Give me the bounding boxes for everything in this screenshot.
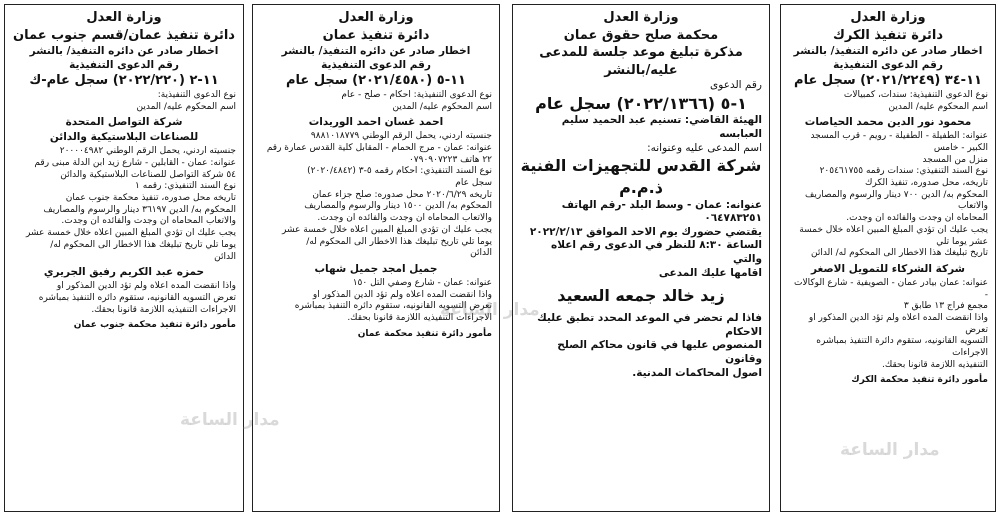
body-line: جنسيته اردني، يحمل الرقم الوطني ٢٠٠٠٠٤٩٨٢ [59,146,236,157]
closing-line: الاجراءات التنفيذيه اللازمة قانونا بحقك. [347,312,492,323]
signature: مأمور دائرة تنفيذ محكمة جنوب عمان [73,320,236,331]
department-title: دائرة تنفيذ عمان/قسم جنوب عمان [13,27,235,43]
watermark-text: مدار الساعة [440,300,540,320]
defendant-phone: ٠٦٤٧٨٣٢٥١ [704,212,762,225]
defendant-company: شركة القدس للتجهيزات الفنية ذ.م.م [520,156,762,197]
debtor-name: احمد غسان احمد الوريدات [308,116,444,129]
body-line: تاريخه ٢٠٢٠/٦/٢٩ محل صدوره: صلح جزاء عمان [312,189,492,200]
body-line: المحكوم به/ الدين ١٥٠٠ دينار والرسوم والمصاريف [304,201,492,212]
body-line: والاتعاب المحاماه ان وجدت والفائده ان وجدت. [317,213,492,224]
debtor-label: اسم المحكوم عليه/ المدين [888,101,988,112]
notice-column-karak [780,4,996,512]
watermark-text: مدار الساعة [840,440,940,460]
closing-line: واذا انقضت المده اعلاه ولم تؤد الدين المذكور او [56,281,236,292]
department-title: دائرة تنفيذ عمان [322,27,430,43]
notice-title: اخطار صادر عن دائره التنفيذ/ بالنشر [793,45,983,58]
judge-panel: الهيئة القاضي: تسنيم عبد الحميد سليم العبابسه [561,114,762,141]
creditor-name: جميل امجد جميل شهاب [314,262,438,275]
case-label: رقم الدعوى التنفيذية [833,59,943,72]
notice-column-magistrate-court [512,4,770,512]
memo-title-cont: عليه/بالنشر [604,62,678,78]
signature: مأمور دائرة تنفيذ محكمة عمان [357,328,492,339]
notice-column-amman [252,4,500,512]
case-number: ١-٥ (٢٠٢٢/١٣٦٦) سجل عام [535,93,747,113]
notice-title: اخطار صادر عن دائره التنفيذ/ بالنشر [281,45,471,58]
defendant-address: عنوانه: عمان - وسط البلد -رقم الهاتف [561,198,762,211]
body-line: المحاماه ان وجدت والفائده ان وجدت. [846,213,988,224]
case-type: نوع الدعوى التنفيذية: احكام - صلح - عام [341,89,492,100]
appearance-line: اقامها عليك المدعى [658,266,762,279]
debtor-label: اسم المحكوم عليه/ المدين [392,101,492,112]
defendant-label: اسم المدعى عليه وعنوانه: [647,141,762,154]
body-line: يوما تلي تاريخ تبليغك هذا الاخطار الى المحكوم له/ [306,236,492,247]
body-line: المحكوم به/ الدين ٧٠٠ دينار والرسوم والمصاريف والاتعاب [805,189,988,212]
body-line: عنوانه: عمان - القابلين - شارع زيد ابن الدلة مبنى رقم [34,158,236,169]
appearance-line: يقتضي حضورك يوم الاحد الموافق ٢٠٢٢/٢/١٣ [529,225,762,238]
notice-column-south-amman [4,4,244,512]
memo-title: مذكرة تبليغ موعد جلسة للمدعى [539,45,743,61]
closing-line: واذا انقضت المده اعلاه ولم تؤد الدين المذكور او تعرض [808,312,988,335]
creditor-address: عنوانه: عمان بيادر عمان - الصويفية - شارع الوكالات - [794,277,988,300]
closing-line: واذا انقضت المده اعلاه ولم تؤد الدين المذكور او [312,289,492,300]
case-number: ١١-٢ (٢٠٢٢/٢٢٠) سجل عام-ك [29,73,219,89]
debtor-name: شركة التواصل المتحدة [65,116,183,129]
body-line: ٥٤ شركة التواصل للصناعات البلاستيكية والدائن [60,169,236,180]
debtor-name-cont: للصناعات البلاستيكية والدائن [49,131,199,144]
closing-line: اصول المحاكمات المدنية. [632,366,762,379]
body-line: نوع السند التنفيذي: سندات رقمه ٢٠٥٤٦١٧٥٥ [819,166,988,177]
case-number: ١١-٣٤ (٢٠٢١/٢٢٤٩) سجل عام [794,73,982,89]
body-line: المحكوم به/ الدين ٣٦١٩٧ دينار والرسوم والمصاريف [43,204,236,215]
body-line: يجب عليك ان تؤدي المبلغ المبين اعلاه خلال خمسة عشر [26,228,236,239]
appearance-line: الساعة ٨:٣٠ للنظر في الدعوى رقم اعلاه والتي [551,239,762,266]
body-line: والاتعاب المحاماه ان وجدت والفائده ان وجدت. [61,216,236,227]
court-title: محكمة صلح حقوق عمان [563,27,719,43]
creditor-address: عنوانه: عمان - شارع وصفي التل ١٥٠ [352,277,492,288]
body-line: الدائن [214,251,236,262]
closing-line: الاجراءات التنفيذيه اللازمة قانونا بحقك. [91,304,236,315]
case-label: رقم الدعوى [710,79,762,92]
closing-line: المنصوص عليها في قانون محاكم الصلح وقانون [557,339,762,365]
ministry-title: وزارة العدل [86,10,162,25]
body-line: سجل عام [455,178,492,189]
watermark-text: مدار الساعة [180,410,280,430]
body-line: عنوانه: عمان - مرج الحمام - المقابل كلية القدس عمارة رقم [266,143,492,154]
body-line: عنوانه: الطفيلة - الطفيلة - رويم - قرب المسجد الكبير - خامس [810,131,988,154]
body-line: تاريخه، محل صدوره، تنفيذ الكرك [864,178,988,189]
creditor-address: مجمع فراج ١٣ طابق ٣ [903,301,988,312]
body-line: نوع السند التنفيذي: احكام رقمه ٥-٣ (٢٠٢٠/٤٨٤٢) [307,166,492,177]
ministry-title: وزارة العدل [603,10,679,25]
debtor-name: محمود نور الدين محمد الحياصات [804,116,972,129]
closing-line: تعرض التسويه القانونيه، ستقوم دائره التنفيذ بمباشره [38,292,236,303]
body-line: منزل من المسجد [922,154,988,165]
closing-line: تعرض التسويه القانونيه، ستقوم دائره التنفيذ بمباشره [294,301,492,312]
ministry-title: وزارة العدل [338,10,414,25]
ministry-title: وزارة العدل [850,10,926,25]
debtor-label: اسم المحكوم عليه/ المدين [136,101,236,112]
closing-line: التنفيذيه اللازمة قانونا بحقك. [882,359,988,370]
body-line: ٢٢ هاتف ٠٧٩٠٩٠٧٢٢٣ [408,154,492,165]
notice-title: اخطار صادر عن دائره التنفيذ/ بالنشر [29,45,219,58]
body-line: يجب عليك ان تؤدي المبلغ المبين اعلاه خلال خمسة عشر [282,224,492,235]
body-line: الدائن [470,248,492,259]
closing-line: فاذا لم تحضر في الموعد المحدد تطبق عليك الاحكام [537,311,762,338]
body-line: يجب عليك ان تؤدي المبلغ المبين اعلاه خلال خمسة عشر يوما تلي [799,224,988,247]
department-title: دائرة تنفيذ الكرك [832,27,944,43]
creditor-name: شركة الشركاء للتمويل الاصغر [811,262,965,275]
creditor-name: حمزه عبد الكريم رفيق الجريري [43,266,205,279]
body-line: نوع السند التنفيذي: رقمه ١ [135,181,236,192]
closing-line: التسويه القانونيه، ستقوم دائرة التنفيذ بمباشره الاجراءات [816,336,988,359]
body-line: تاريخ تبليغك هذا الاخطار الى المحكوم له/ الدائن [810,248,988,259]
plaintiff-name: زيد خالد جمعه السعيد [557,286,725,306]
body-line: جنسيته اردني، يحمل الرقم الوطني ٩٨٨١٠١٨٧٧٩ [310,131,492,142]
body-line: تاريخه محل صدوره، تنفيذ محكمة جنوب عمان [65,193,236,204]
case-type: نوع الدعوى التنفيذية: سندات، كمبيالات [843,89,988,100]
body-line: يوما تلي تاريخ تبليغك هذا الاخطار الى المحكوم له/ [50,239,236,250]
case-number: ١١-٥ (٢٠٢١/٤٥٨٠) سجل عام [286,73,466,89]
case-label: رقم الدعوى التنفيذية [69,59,179,72]
case-label: رقم الدعوى التنفيذية [321,59,431,72]
signature: مأمور دائرة تنفيذ محكمة الكرك [851,375,988,386]
case-type: نوع الدعوى التنفيذية: [157,89,236,100]
